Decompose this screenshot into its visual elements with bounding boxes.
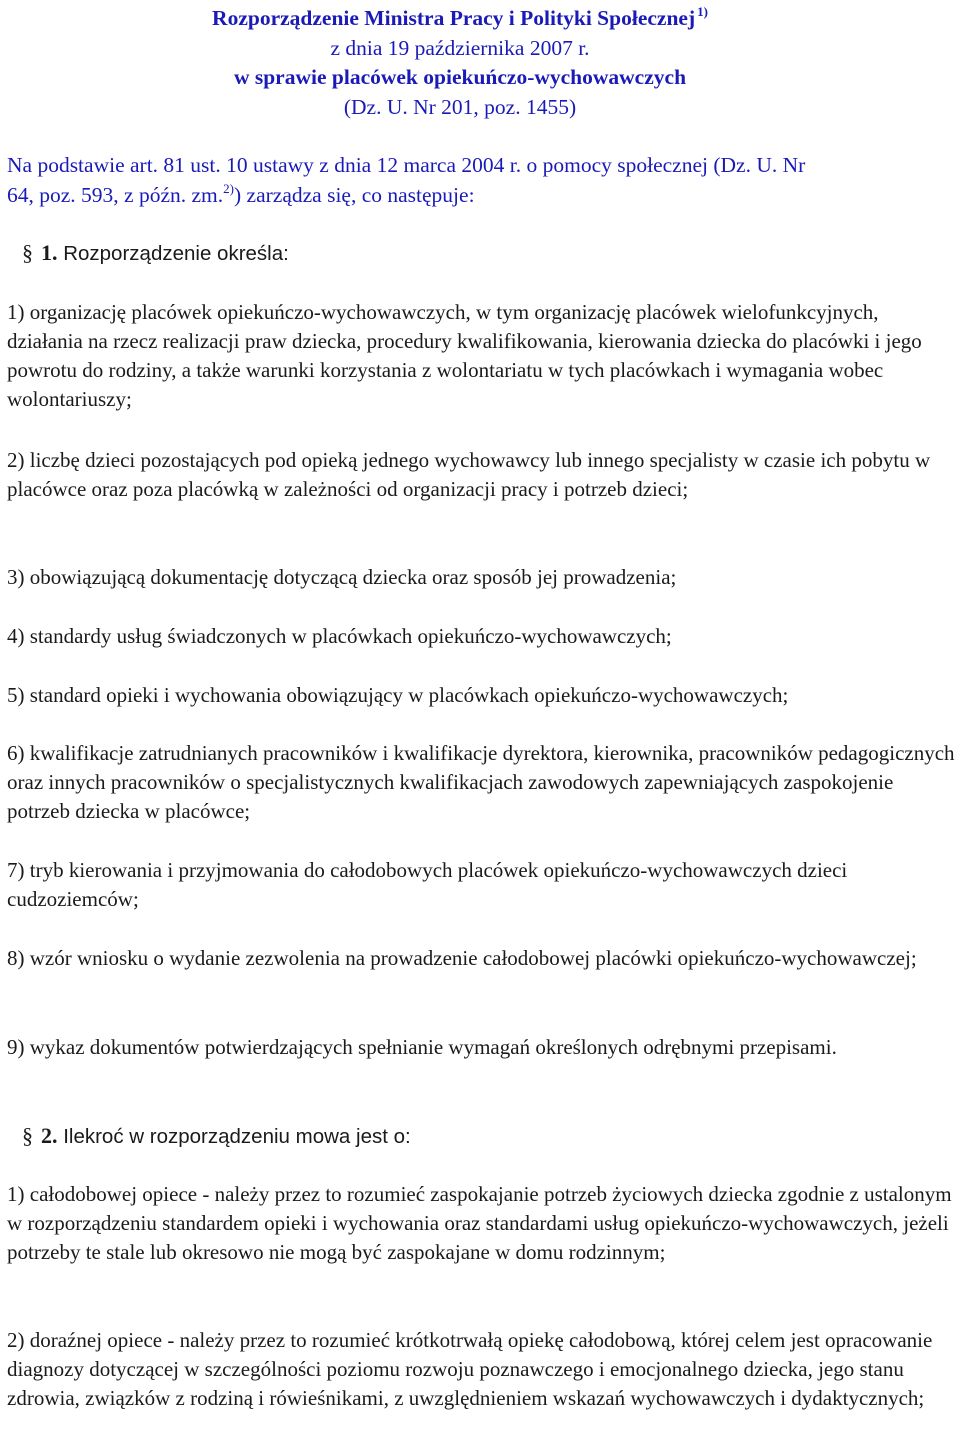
section-1-item-7: 7) tryb kierowania i przyjmowania do całodobowych placówek opiekuńczo-wychowawczych dzieci cudzoziemców; — [7, 858, 848, 911]
section-1-heading — [7, 238, 957, 268]
title-date: z dnia 19 października 2007 r. — [330, 35, 590, 60]
document-title — [150, 4, 770, 122]
title-subject: w sprawie placówek opiekuńczo-wychowawczych — [233, 65, 687, 89]
section-1-item-3: 3) obowiązującą dokumentację dotyczącą dziecka oraz sposób jej prowadzenia; — [7, 565, 677, 589]
section-1-item-2: 2) liczbę dzieci pozostających pod opieką jednego wychowawcy lub innego specjalisty w czasie ich pobytu w placówce oraz poza placówką w zależności od organizacji pracy i potrzeb dzieci; — [7, 448, 931, 501]
section-2-number: 2. — [41, 1123, 58, 1148]
intro-line-1: Na podstawie art. 81 ust. 10 ustawy z dnia 12 marca 2004 r. o pomocy społecznej (Dz. U. Nr — [7, 153, 806, 177]
section-2-item-2: 2) doraźnej opiece - należy przez to rozumieć krótkotrwałą opiekę całodobową, której celem jest opracowanie diagnozy dotyczącej w szczególności poziomu rozwoju poznawczego i emocjonalnego dziecka, jego stanu zdrowia, związków z rodziną i rówieśnikami, z uwzględnieniem wskazań wychowawczych i dydaktycznych; — [7, 1328, 933, 1410]
section-1-heading-text: Rozporządzenie określa: — [63, 242, 289, 265]
section-1-item-5: 5) standard opieki i wychowania obowiązujący w placówkach opiekuńczo-wychowawczych; — [7, 683, 789, 707]
title-line-1: Rozporządzenie Ministra Pracy i Polityki Społecznej $^{1)}$ — [212, 4, 708, 30]
section-1-item-9: 9) wykaz dokumentów potwierdzających spełnianie wymagań określonych odrębnymi przepisami. — [7, 1035, 837, 1059]
section-1-item-8: 8) wzór wniosku o wydanie zezwolenia na prowadzenie całodobowej placówki opiekuńczo-wychowawczej; — [7, 946, 917, 970]
section-2-heading-text: Ilekroć w rozporządzeniu mowa jest o: — [63, 1125, 411, 1148]
section-1-item-1: 1) organizację placówek opiekuńczo-wychowawczych, w tym organizację placówek wielofunkcyjnych, działania na rzecz realizacji praw dziecka, procedury kwalifikowania, kierowania dziecka do placówki i jego powrotu do rodziny, a także warunki korzystania z wolontariatu w tych placówkach i wymagania wobec wolontariuszy; — [7, 300, 922, 411]
section-2-item-1: 1) całodobowej opiece - należy przez to rozumieć zaspokajanie potrzeb życiowych dziecka zgodnie z ustalonym w rozporządzeniu standardem opieki i wychowania oraz standardami usług opiekuńczo-wychowawczych, jeżeli potrzeby te stale lub okresowo nie mogą być zaspokajane w domu rodzinnym; — [7, 1182, 952, 1264]
footnote-ref-1: 1) — [697, 4, 708, 19]
title-citation: (Dz. U. Nr 201, poz. 1455) — [343, 94, 577, 119]
section-1-number: 1. — [41, 240, 58, 265]
intro-line-2: 64, poz. 593, z późn. zm.$^{2)}$) zarządza się, co następuje: — [7, 180, 475, 207]
section-2-heading — [7, 1121, 957, 1151]
section-1-item-4: 4) standardy usług świadczonych w placówkach opiekuńczo-wychowawczych; — [7, 624, 672, 648]
section-symbol-2: § — [22, 1123, 33, 1148]
intro-paragraph — [7, 151, 955, 210]
section-symbol: § — [22, 240, 33, 265]
section-1-item-6: 6) kwalifikacje zatrudnianych pracowników i kwalifikacje dyrektora, kierownika, pracowników pedagogicznych oraz innych pracowników o specjalistycznych kwalifikacjach zawodowych zapewniających zaspokojenie potrzeb dziecka w placówce; — [7, 741, 955, 823]
footnote-ref-2: 2) — [223, 180, 234, 196]
